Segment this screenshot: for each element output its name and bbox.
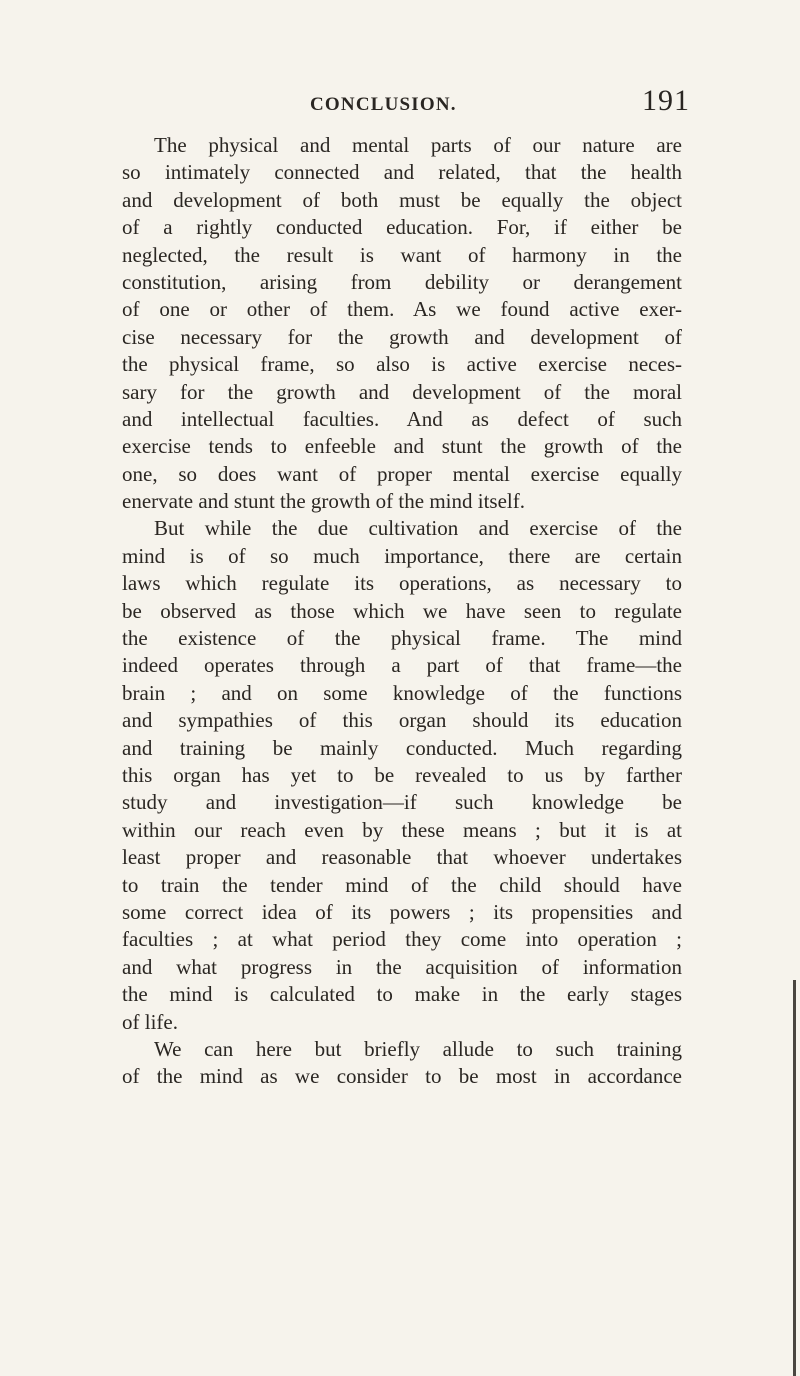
text-line: neglected, the result is want of harmony in the xyxy=(122,242,682,267)
text-line: to train the tender mind of the child should have xyxy=(122,872,682,897)
page-number: 191 xyxy=(642,84,690,117)
text-line: But while the due cultivation and exercise of the xyxy=(154,516,682,541)
text-line: We can here but briefly allude to such training xyxy=(154,1036,682,1061)
text-line: the existence of the physical frame. The mind xyxy=(122,626,682,651)
text-line: of one or other of them. As we found active exer- xyxy=(122,297,682,322)
text-line: the mind is calculated to make in the early stages xyxy=(122,982,682,1007)
text-line: faculties ; at what period they come into operation ; xyxy=(122,927,682,952)
text-line: brain ; and on some knowledge of the functions xyxy=(122,680,682,705)
text-line: sary for the growth and development of the moral xyxy=(122,379,682,404)
running-head xyxy=(310,84,690,120)
text-line: within our reach even by these means ; but it is at xyxy=(122,817,682,842)
text-line: be observed as those which we have seen to regulate xyxy=(122,598,682,623)
text-line: and sympathies of this organ should its education xyxy=(122,708,682,733)
text-line: enervate and stunt the growth of the mind itself. xyxy=(122,489,525,514)
text-line: some correct idea of its powers ; its propensities and xyxy=(122,899,682,924)
text-line: laws which regulate its operations, as necessary to xyxy=(122,571,682,596)
page-binding-edge xyxy=(793,980,796,1376)
text-line: The physical and mental parts of our nature are xyxy=(154,133,682,157)
text-line: study and investigation—if such knowledge be xyxy=(122,790,682,815)
text-line: one, so does want of proper mental exercise equally xyxy=(122,461,682,486)
text-line: and development of both must be equally the object xyxy=(122,187,682,212)
text-line: so intimately connected and related, that the health xyxy=(122,160,682,185)
running-title: CONCLUSION. xyxy=(310,94,457,115)
text-line: of the mind as we consider to be most in accordance xyxy=(122,1064,682,1089)
text-line: and training be mainly conducted. Much regarding xyxy=(122,735,682,760)
text-line: this organ has yet to be revealed to us by farther xyxy=(122,762,682,787)
text-line: and what progress in the acquisition of information xyxy=(122,954,682,979)
text-line: cise necessary for the growth and development of xyxy=(122,324,682,349)
text-line: exercise tends to enfeeble and stunt the growth of the xyxy=(122,434,682,459)
body-text xyxy=(122,132,682,1091)
text-line: least proper and reasonable that whoever undertakes xyxy=(122,845,682,870)
text-line: of life. xyxy=(122,1009,178,1034)
text-line: the physical frame, so also is active exercise neces- xyxy=(122,352,682,377)
text-line: of a rightly conducted education. For, if either be xyxy=(122,215,682,240)
text-line: and intellectual faculties. And as defect of such xyxy=(122,406,682,431)
text-line: mind is of so much importance, there are certain xyxy=(122,543,682,568)
text-line: constitution, arising from debility or derangement xyxy=(122,269,682,294)
text-line: indeed operates through a part of that frame—the xyxy=(122,653,682,678)
